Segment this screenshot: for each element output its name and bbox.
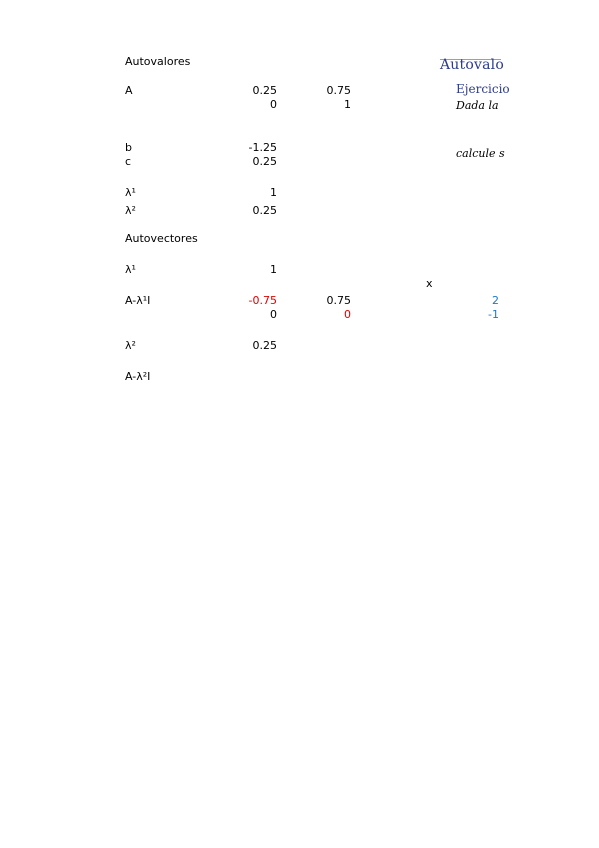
m1-r2c1: 0: [270, 308, 277, 321]
av-lambda1-value: 1: [270, 263, 277, 276]
a-r1c2: 0.75: [326, 84, 351, 97]
m1-r1c1: -0.75: [248, 294, 277, 307]
autovectores-heading: Autovectores: [125, 232, 198, 245]
a-minus-lambda2-label: A-λ²I: [125, 370, 151, 383]
a-r2c1: 0: [270, 98, 277, 111]
autovalores-heading: Autovalores: [125, 55, 191, 68]
m1-r2c2: 0: [344, 308, 351, 321]
a-r1c1: 0.25: [252, 84, 277, 97]
av-lambda2-value: 0.25: [252, 339, 277, 352]
lambda1-value: 1: [270, 186, 277, 199]
x-label: x: [426, 277, 433, 290]
lambda2-label: λ²: [125, 204, 136, 217]
av-lambda1-label: λ¹: [125, 263, 136, 276]
embedded-title: Autovalo: [440, 57, 504, 73]
embedded-calcule: calcule s: [456, 147, 505, 160]
embedded-dada: Dada la: [456, 99, 499, 112]
b-label: b: [125, 141, 132, 154]
m1-r1c3: 2: [492, 294, 499, 307]
a-minus-lambda1-label: A-λ¹I: [125, 294, 151, 307]
c-value: 0.25: [252, 155, 277, 168]
c-label: c: [125, 155, 132, 168]
m1-r2c3: -1: [488, 308, 499, 321]
m1-r1c2: 0.75: [326, 294, 351, 307]
a-r2c2: 1: [344, 98, 351, 111]
lambda2-value: 0.25: [252, 204, 277, 217]
b-value: -1.25: [248, 141, 277, 154]
av-lambda2-label: λ²: [125, 339, 136, 352]
lambda1-label: λ¹: [125, 186, 136, 199]
embedded-ejercicio: Ejercicio: [456, 82, 510, 96]
matrix-a-label: A: [125, 84, 133, 97]
